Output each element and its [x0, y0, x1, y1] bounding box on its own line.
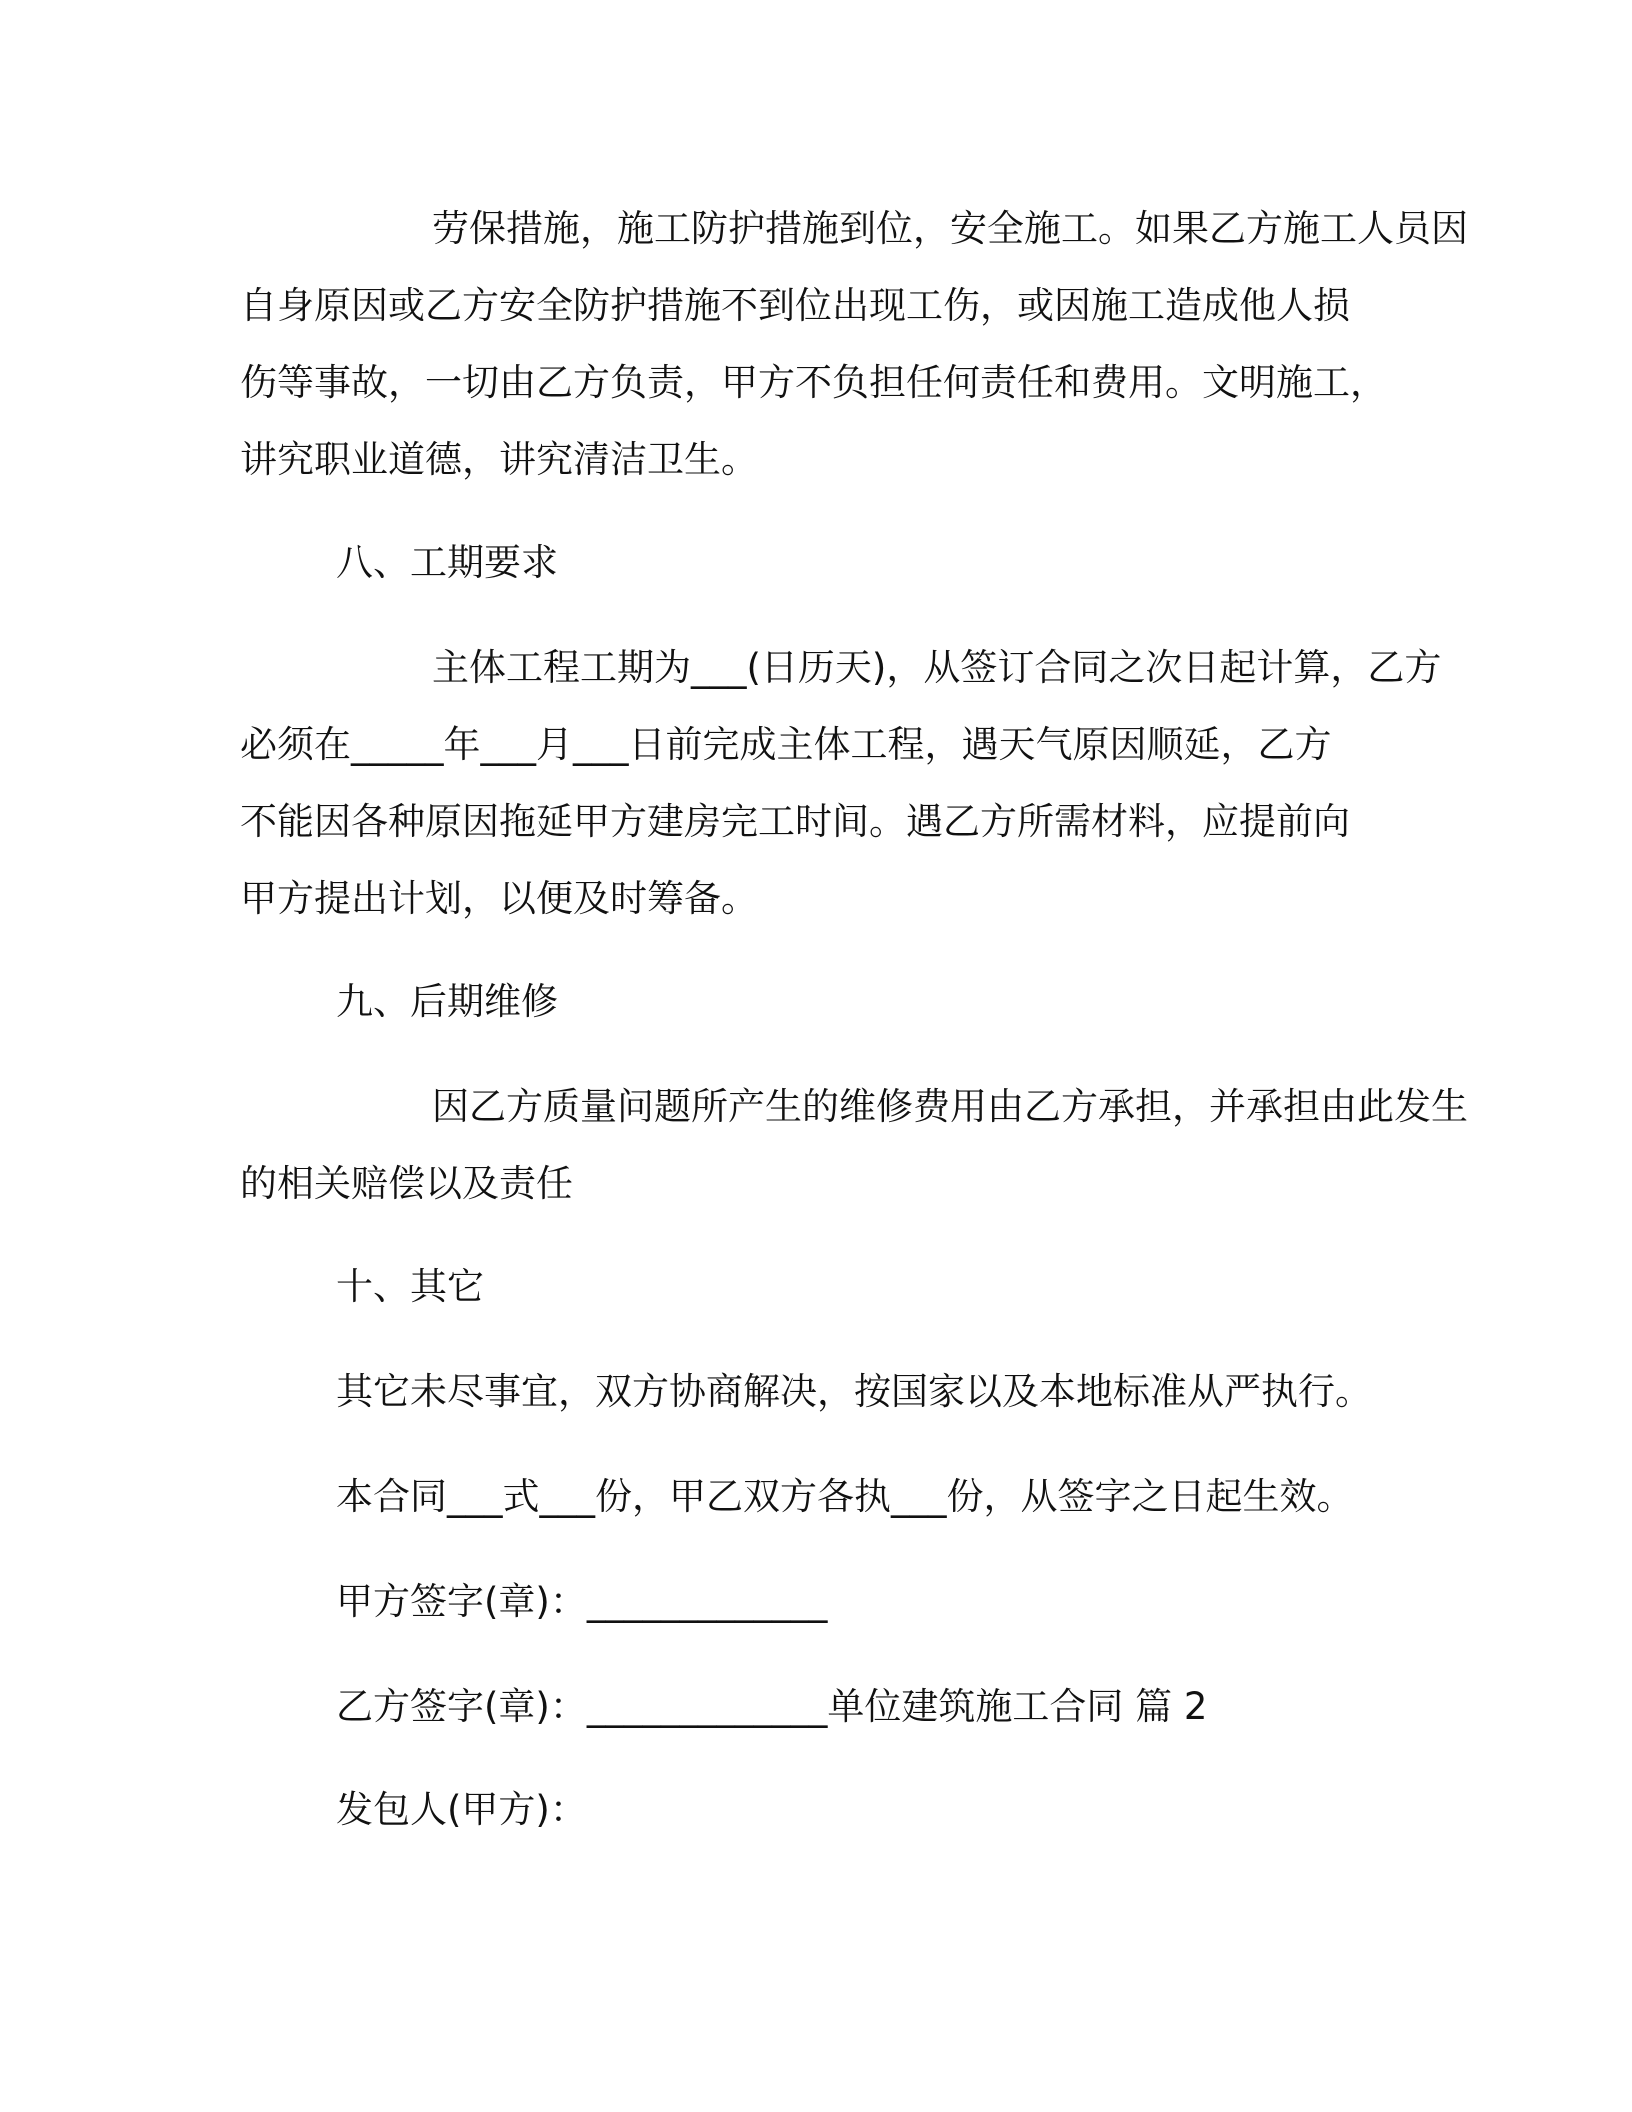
paragraph-schedule: [240, 629, 1442, 937]
text-line: 不能因各种原因拖延甲方建房完工时间。遇乙方所需材料，应提前向: [240, 800, 1350, 843]
text-line: 自身原因或乙方安全防护措施不到位出现工伤，或因施工造成他人损: [240, 284, 1350, 327]
section-heading-schedule: 八、工期要求: [336, 541, 558, 584]
section-heading-maintenance: 九、后期维修: [336, 980, 558, 1023]
text-line: 讲究职业道德，讲究清洁卫生。: [240, 438, 758, 481]
paragraph-maintenance: [240, 1068, 1468, 1222]
signature-party-b: 乙方签字(章)：_____________单位建筑施工合同 篇 2: [336, 1685, 1208, 1728]
text-line: 劳保措施，施工防护措施到位，安全施工。如果乙方施工人员因: [432, 207, 1468, 250]
document-body: [240, 190, 1468, 1848]
text-line: 甲方提出计划，以便及时筹备。: [240, 877, 758, 920]
text-line: 伤等事故，一切由乙方负责，甲方不负担任何责任和费用。文明施工，: [240, 361, 1387, 404]
section-heading-other: 十、其它: [336, 1265, 484, 1308]
paragraph-copies: 本合同___式___份，甲乙双方各执___份，从签字之日起生效。: [336, 1475, 1354, 1518]
text-line: 的相关赔偿以及责任: [240, 1162, 573, 1205]
text-line: 必须在_____年___月___日前完成主体工程，遇天气原因顺延，乙方: [240, 723, 1332, 766]
paragraph-other-matters: 其它未尽事宜，双方协商解决，按国家以及本地标准从严执行。: [336, 1370, 1372, 1413]
text-line: 主体工程工期为___(日历天)，从签订合同之次日起计算，乙方: [432, 646, 1442, 689]
text-line: 因乙方质量问题所产生的维修费用由乙方承担，并承担由此发生: [432, 1085, 1468, 1128]
signature-party-a: 甲方签字(章)：_____________: [336, 1580, 828, 1623]
paragraph-safety: [240, 190, 1468, 498]
contractor-label: 发包人(甲方)：: [336, 1788, 587, 1831]
